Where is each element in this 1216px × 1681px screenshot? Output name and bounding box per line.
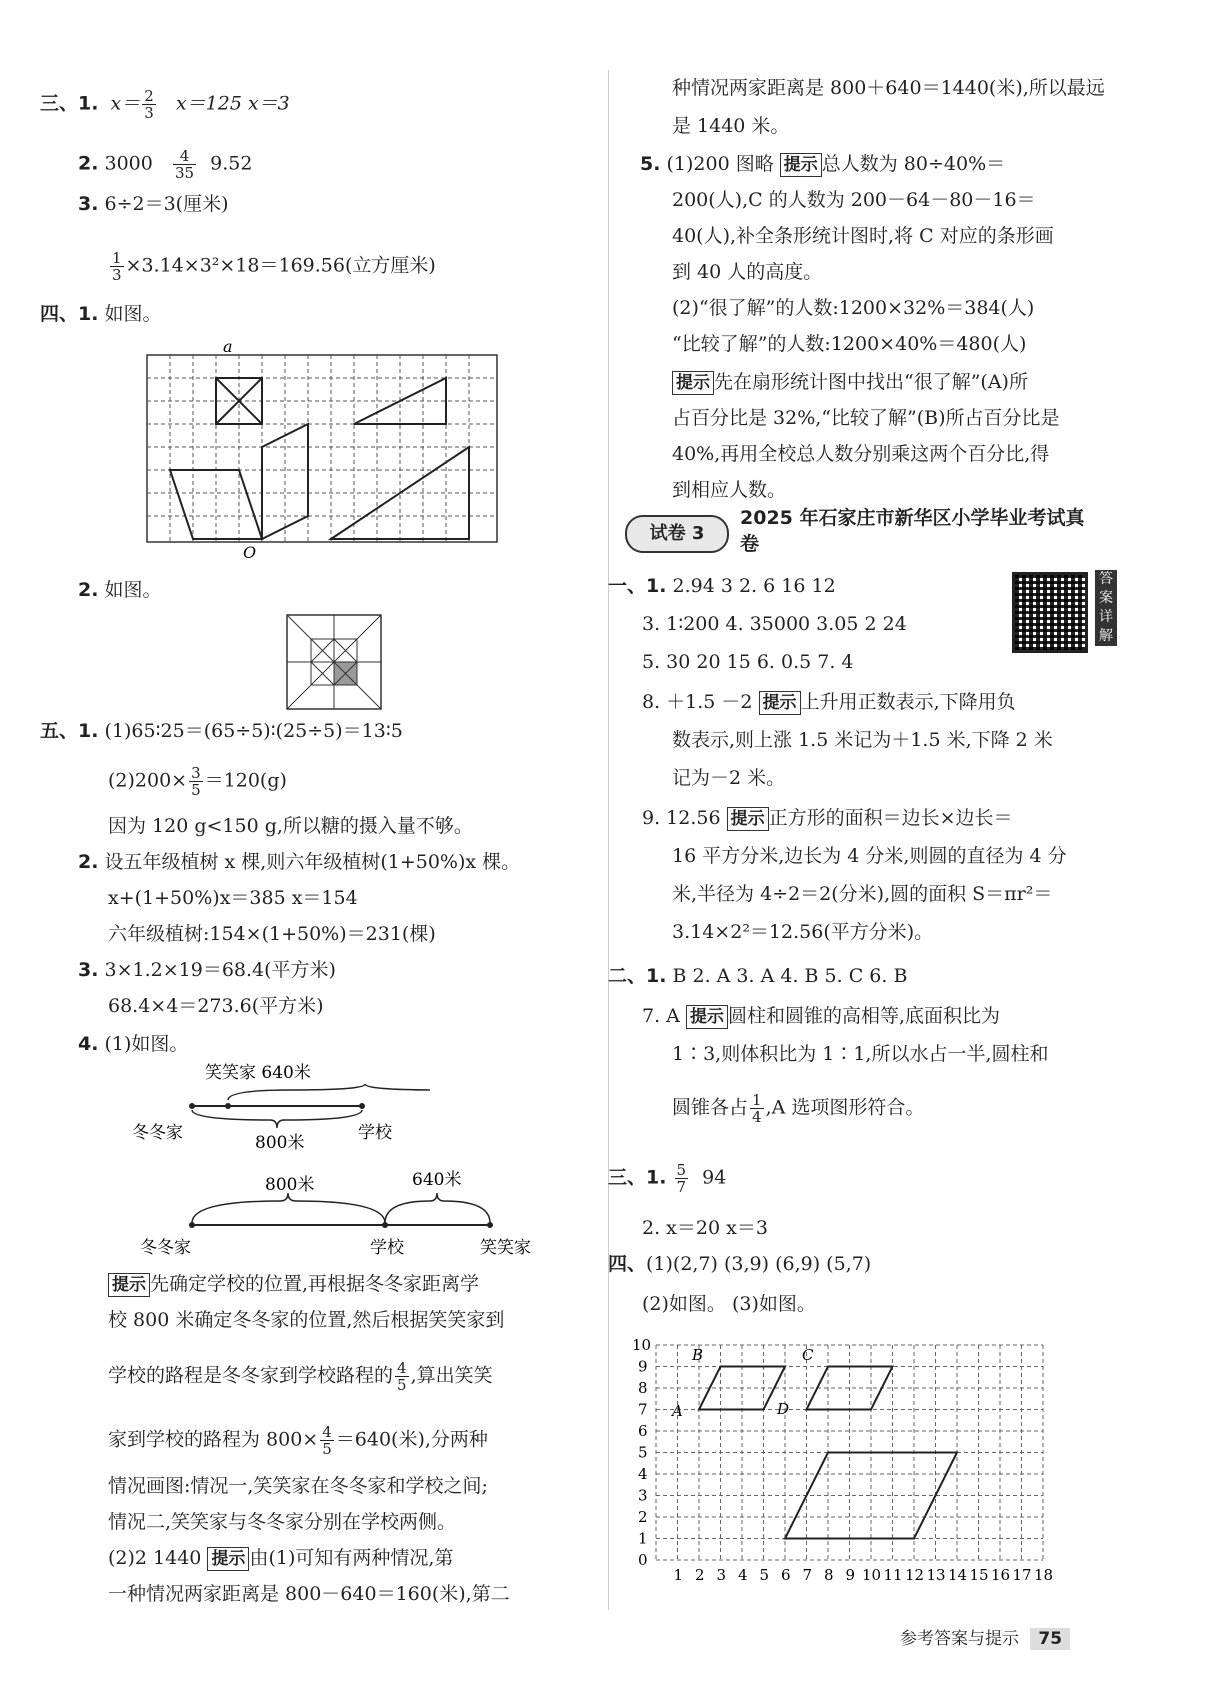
- s3-line3b: $\frac{1}{3}$ ×3.14×3²×18＝169.56(立方厘米): [112, 249, 436, 284]
- r5-line8: 占百分比是 32%,“比较了解”(B)所占百分比是: [672, 407, 1060, 429]
- x-tick-label: 9: [845, 1566, 856, 1584]
- y-tick-label: 4: [638, 1465, 648, 1483]
- s1-line1: 一、1. 2.94 3 2. 6 16 12: [608, 575, 836, 597]
- y-tick-label: 10: [632, 1336, 652, 1354]
- s1-line7: 9. 12.56 提示 正方形的面积＝边长×边长＝: [642, 807, 1013, 829]
- x-tick-label: 18: [1034, 1566, 1054, 1584]
- hint-line5: 情况画图:情况一,笑笑家在冬冬家和学校之间;: [108, 1475, 488, 1497]
- d2-right-label: 笑笑家: [480, 1238, 531, 1258]
- exam-banner: [625, 505, 1130, 565]
- s5-line4: 4. (1)如图。: [78, 1033, 189, 1055]
- r5-line9: 40%,再用全校总人数分别乘这两个百分比,得: [672, 443, 1050, 465]
- d1-right-label: 学校: [358, 1123, 392, 1143]
- x-tick-label: 14: [948, 1566, 968, 1584]
- r5-line2: 200(人),C 的人数为 200－64－80－16＝: [672, 189, 1036, 211]
- y-tick-label: 3: [638, 1486, 648, 1505]
- s1-line5: 数表示,则上涨 1.5 米记为＋1.5 米,下降 2 米: [672, 729, 1053, 751]
- y-tick-label: 0: [638, 1551, 648, 1569]
- x-tick-label: 17: [1012, 1566, 1032, 1584]
- s2-line4: 圆锥各占 $\frac{1}{4}$ ,A 选项图形符合。: [672, 1091, 925, 1126]
- x-tick-label: 11: [883, 1566, 903, 1584]
- qr-code-icon[interactable]: [1012, 572, 1088, 653]
- d1-left-label: 冬冬家: [132, 1123, 183, 1143]
- r-line1: 种情况两家距离是 800＋640＝1440(米),所以最远: [672, 77, 1105, 99]
- grid-label-a: a: [223, 340, 233, 356]
- d2-left-label: 冬冬家: [140, 1238, 191, 1258]
- d2-mid-label: 学校: [370, 1238, 404, 1258]
- s2-line2: 7. A 提示 圆柱和圆锥的高相等,底面积比为: [642, 1005, 1000, 1027]
- coordinate-grid: [630, 1330, 1100, 1595]
- s5-line1c: 因为 120 g<150 g,所以糖的摄入量不够。: [108, 815, 473, 837]
- s4-line2: 2. 如图。: [78, 579, 162, 601]
- x-tick-label: 4: [738, 1566, 748, 1584]
- s1-line4: 8. ＋1.5 －2 提示 上升用正数表示,下降用负: [642, 691, 1016, 713]
- x-tick-label: 13: [926, 1566, 946, 1584]
- distance-diagram-2: [130, 1165, 550, 1260]
- r-line2: 是 1440 米。: [672, 115, 790, 137]
- y-tick-label: 5: [638, 1443, 648, 1462]
- y-tick-label: 7: [638, 1400, 648, 1419]
- point-label-c: C: [802, 1346, 814, 1364]
- s1-line3: 5. 30 20 15 6. 0.5 7. 4: [642, 651, 854, 673]
- s5-line1: 五、1. (1)65∶25＝(65÷5)∶(25÷5)＝13∶5: [40, 720, 403, 742]
- y-tick-label: 2: [638, 1508, 648, 1526]
- page-footer: [900, 1624, 1070, 1650]
- x-tick-label: 2: [695, 1566, 705, 1584]
- s4r-line2: (2)如图。 (3)如图。: [642, 1293, 816, 1315]
- d2-top-label-1: 800米: [265, 1175, 315, 1195]
- s5-line2b: x+(1+50%)x＝385 x＝154: [108, 887, 358, 909]
- r5-line10: 到相应人数。: [672, 479, 787, 501]
- distance-diagram-1: [130, 1058, 430, 1158]
- hint-line2: 校 800 米确定冬冬家的位置,然后根据笑笑家到: [108, 1309, 505, 1331]
- s2-line3: 1∶3,则体积比为 1∶1,所以水占一半,圆柱和: [672, 1043, 1049, 1065]
- s3-line2: 2. 3000 $\frac{4}{35}$ 9.52: [78, 147, 253, 182]
- x-tick-label: 6: [781, 1566, 791, 1584]
- column-divider: [608, 70, 609, 1610]
- grid-figure-1: [145, 340, 505, 560]
- s1-line10: 3.14×2²＝12.56(平方分米)。: [672, 921, 934, 943]
- x-tick-label: 16: [991, 1566, 1011, 1584]
- s3r-line1: 三、1. $\frac{5}{7}$ 94: [608, 1161, 727, 1196]
- s5-line3: 3. 3×1.2×19＝68.4(平方米): [78, 959, 336, 981]
- point-label-a: A: [672, 1402, 683, 1420]
- y-tick-label: 6: [638, 1422, 648, 1440]
- x-tick-label: 8: [824, 1566, 834, 1584]
- r5-line3: 40(人),补全条形统计图时,将 C 对应的条形画: [672, 225, 1054, 247]
- square-figure: [285, 613, 385, 713]
- d1-top-label: 笑笑家 640米: [205, 1063, 311, 1083]
- hint-line4: 家到学校的路程为 800× $\frac{4}{5}$ ＝640(米),分两种: [108, 1423, 488, 1458]
- grid-label-o: O: [243, 543, 257, 560]
- r5-line6: “比较了解”的人数:1200×40%＝480(人): [672, 333, 1027, 355]
- s5-line3b: 68.4×4＝273.6(平方米): [108, 995, 324, 1017]
- hint-line3: 学校的路程是冬冬家到学校路程的 $\frac{4}{5}$ ,算出笑笑: [108, 1359, 493, 1394]
- hint-line1: 提示 先确定学校的位置,再根据冬冬家距离学: [108, 1270, 479, 1298]
- hint-line7: (2)2 1440 提示 由(1)可知有两种情况,第: [108, 1547, 454, 1569]
- r5-line1: 5. (1)200 图略 提示 总人数为 80÷40%＝: [640, 153, 1006, 175]
- hint-line8: 一种情况两家距离是 800－640＝160(米),第二: [108, 1583, 510, 1605]
- s5-line1b: (2)200× $\frac{3}{5}$ ＝120(g): [108, 764, 287, 799]
- x-tick-label: 12: [905, 1566, 925, 1584]
- x-tick-label: 15: [969, 1566, 989, 1584]
- s4r-line1: 四、(1)(2,7) (3,9) (6,9) (5,7): [608, 1253, 872, 1275]
- y-tick-label: 1: [638, 1529, 648, 1548]
- qr-label: 答案详解: [1095, 570, 1117, 646]
- s1-line8: 16 平方分米,边长为 4 分米,则圆的直径为 4 分: [672, 845, 1067, 867]
- d1-mid-label: 800米: [255, 1133, 305, 1153]
- x-tick-label: 1: [673, 1566, 684, 1584]
- x-tick-label: 5: [759, 1566, 770, 1584]
- s3-line1: 三、1. x＝ $\frac{2}{3}$ x＝125 x＝3: [40, 87, 290, 122]
- footer-text: 参考答案与提示: [900, 1629, 1019, 1649]
- s3-line3: 3. 6÷2＝3(厘米): [78, 193, 229, 215]
- d2-top-label-2: 640米: [412, 1170, 462, 1190]
- point-label-b: B: [692, 1346, 704, 1364]
- s2-line1: 二、1. B 2. A 3. A 4. B 5. C 6. B: [608, 965, 908, 987]
- s1-line2: 3. 1∶200 4. 35000 3.05 2 24: [642, 613, 907, 635]
- hint-line6: 情况二,笑笑家与冬冬家分别在学校两侧。: [108, 1511, 457, 1533]
- s1-line9: 米,半径为 4÷2＝2(分米),圆的面积 S＝πr²＝: [672, 883, 1053, 905]
- x-tick-label: 3: [716, 1566, 727, 1584]
- s5-line2c: 六年级植树:154×(1+50%)＝231(棵): [108, 923, 436, 945]
- x-tick-label: 7: [802, 1566, 813, 1584]
- s4-line1: 四、1. 如图。: [40, 303, 162, 325]
- x-tick-label: 10: [862, 1566, 882, 1584]
- exam-badge: 试卷 3: [625, 515, 729, 553]
- s1-line6: 记为－2 米。: [672, 767, 786, 789]
- page-number: 75: [1030, 1628, 1070, 1650]
- y-tick-label: 9: [638, 1357, 648, 1376]
- r5-line4: 到 40 人的高度。: [672, 261, 823, 283]
- point-label-d: D: [777, 1400, 790, 1418]
- r5-line7: 提示 先在扇形统计图中找出“很了解”(A)所: [672, 368, 1028, 396]
- s5-line2: 2. 设五年级植树 x 棵,则六年级植树(1+50%)x 棵。: [78, 851, 521, 873]
- s3r-line2: 2. x＝20 x＝3: [642, 1217, 768, 1239]
- exam-title: 2025 年石家庄市新华区小学毕业考试真卷: [740, 507, 1085, 555]
- r5-line5: (2)“很了解”的人数:1200×32%＝384(人): [672, 297, 1035, 319]
- y-tick-label: 8: [638, 1379, 648, 1397]
